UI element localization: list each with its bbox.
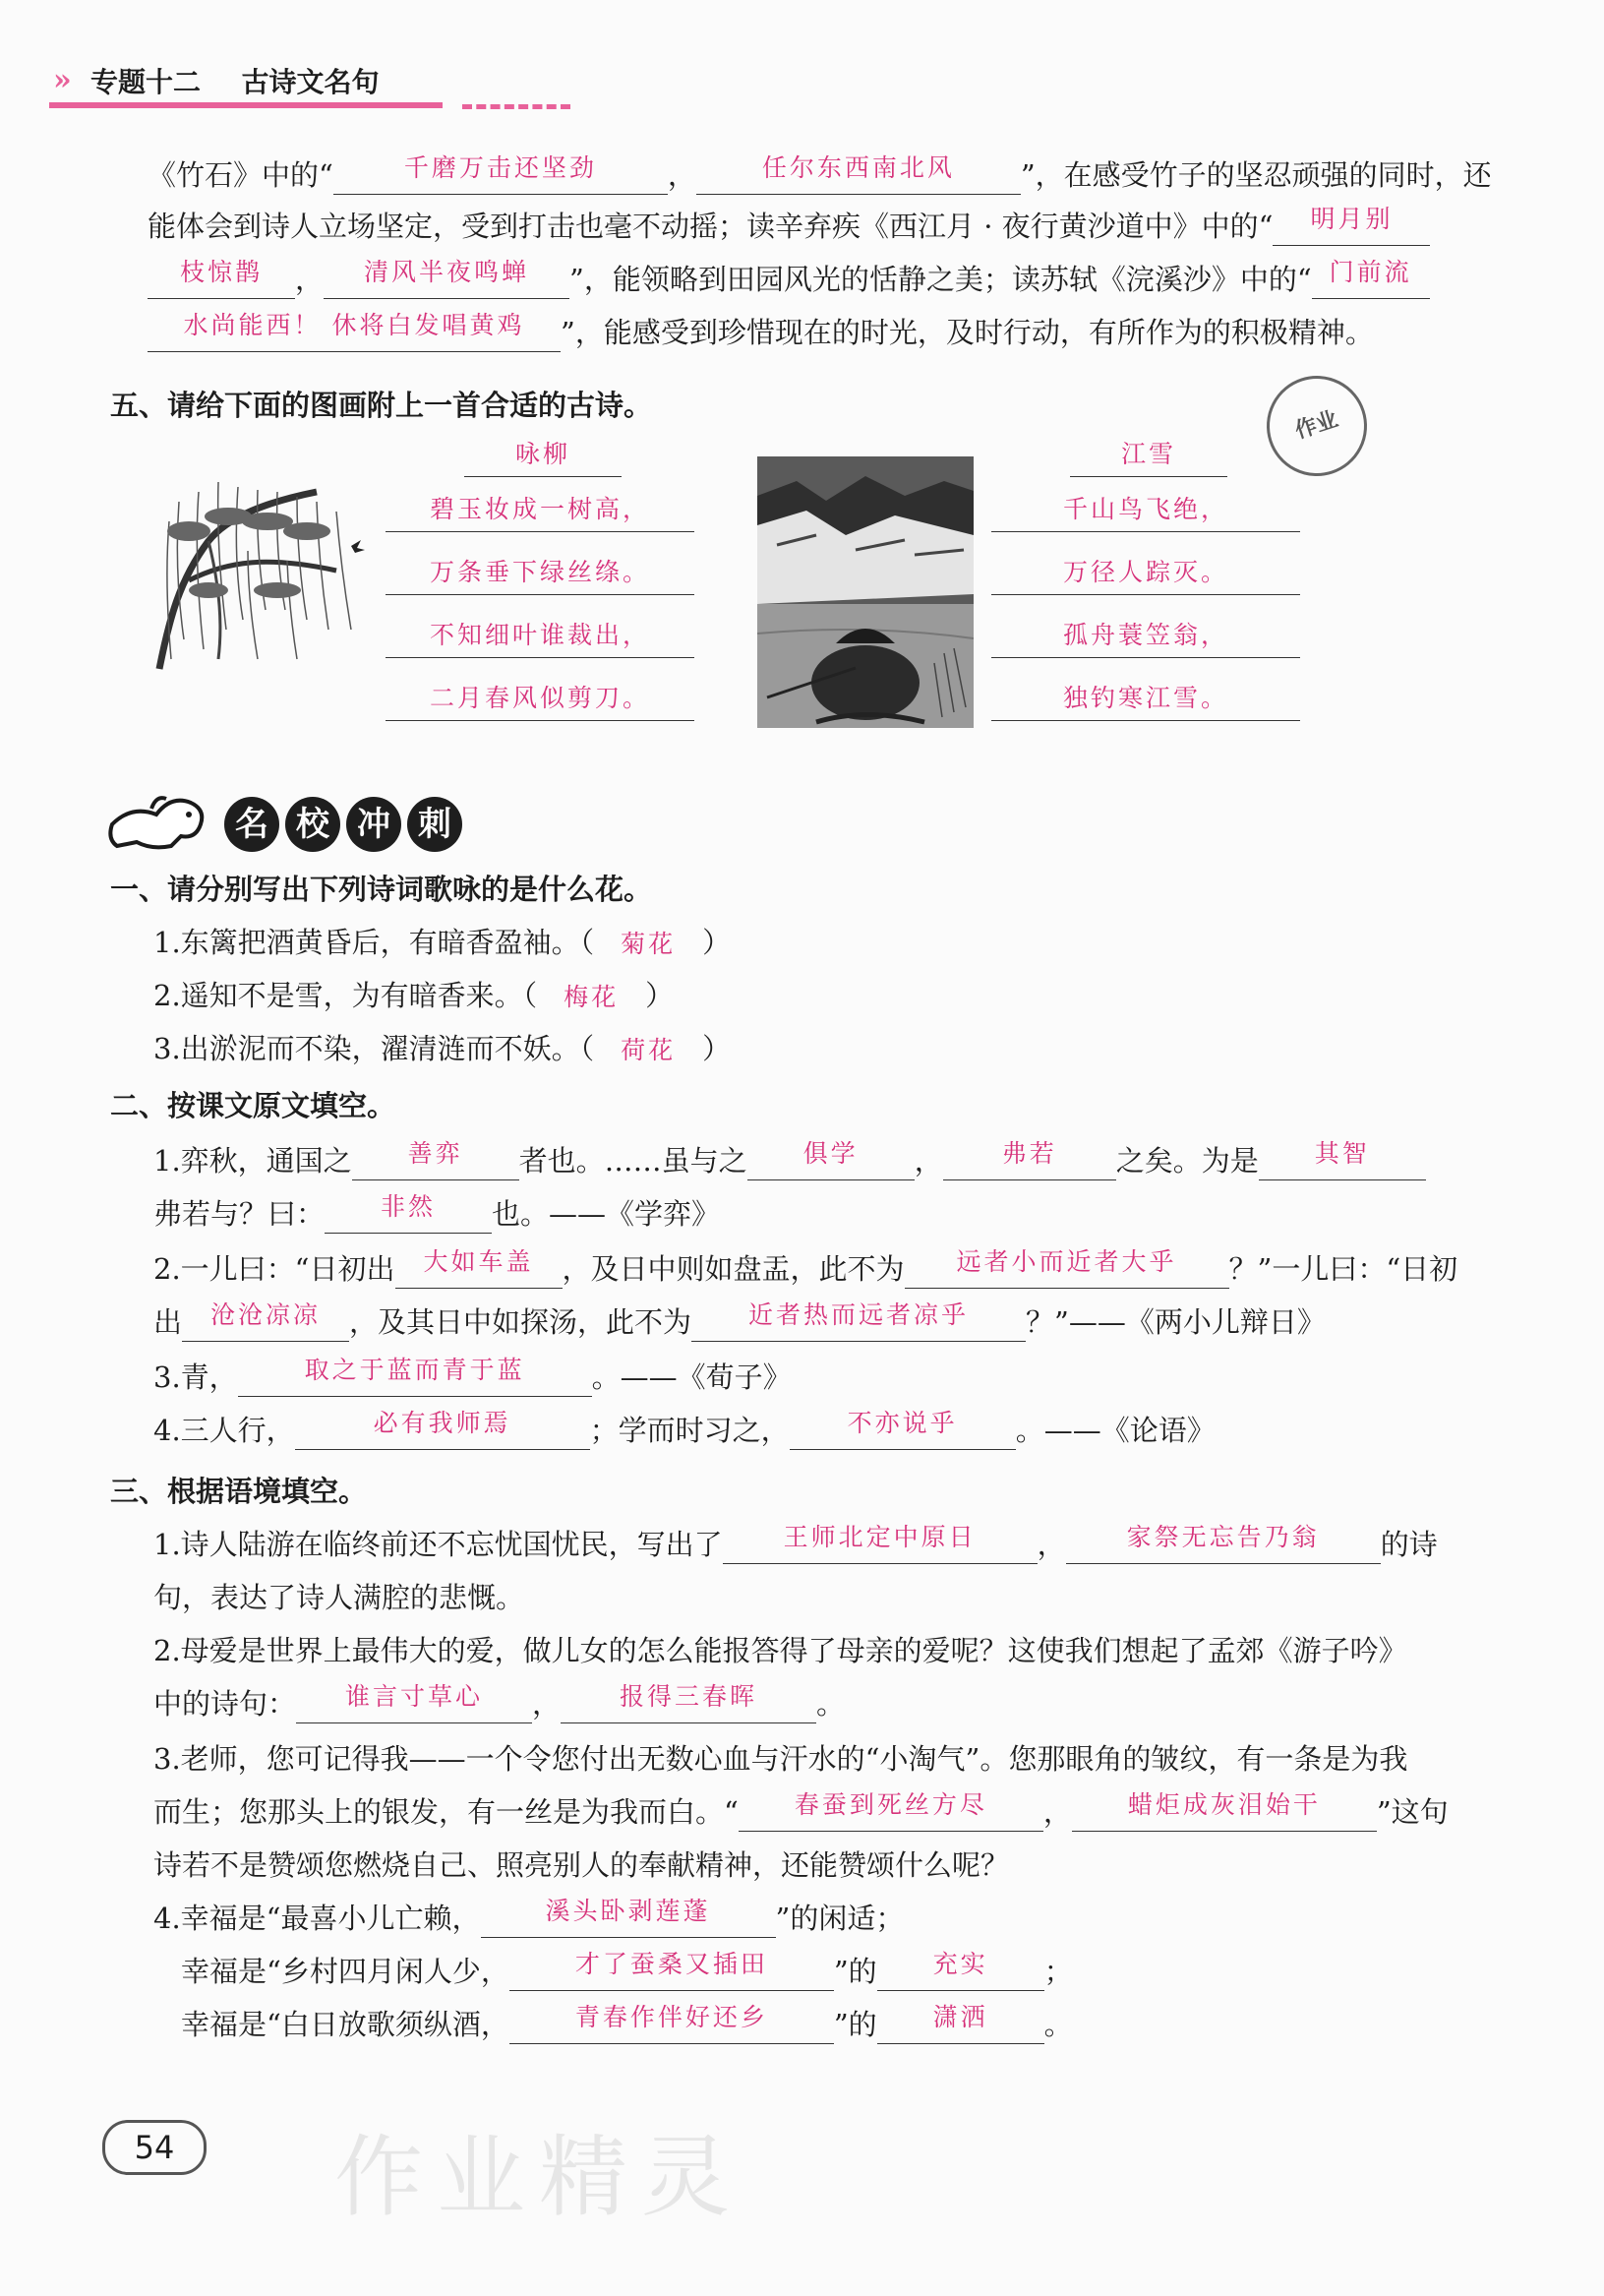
q2-heading: 二、按课文原文填空。 xyxy=(110,1089,396,1122)
header-dots xyxy=(462,104,570,109)
stamp: 作业 xyxy=(1254,363,1381,490)
q3-s4-line-1: 4.幸福是“最喜小儿亡赖， 溪头卧剥莲蓬 ”的闲适； xyxy=(153,1899,904,1938)
poem1-line-4[interactable]: 二月春风似剪刀。 xyxy=(386,661,694,721)
answer-blank[interactable]: 近者热而远者凉乎 xyxy=(691,1305,1026,1342)
answer-blank[interactable]: 其智 xyxy=(1259,1144,1426,1180)
answer-blank[interactable]: 门前流 xyxy=(1312,263,1430,299)
poem2-line-3[interactable]: 孤舟蓑笠翁， xyxy=(991,598,1300,658)
answer-blank[interactable]: 不亦说乎 xyxy=(790,1414,1016,1450)
q1-item-3: 3.出淤泥而不染，濯清涟而不妖。（ 荷花 ） xyxy=(153,1029,731,1070)
page-number: 54 xyxy=(102,2120,207,2175)
answer-blank[interactable]: 青春作伴好还乡 xyxy=(509,2008,834,2044)
answer-blank[interactable]: 清风半夜鸣蝉 xyxy=(324,263,569,299)
answer-blank[interactable]: 王师北定中原日 xyxy=(723,1528,1038,1564)
q3-s3-line-1: 3.老师，您可记得我——一个令您付出无数心血与汗水的“小淘气”。您那眼角的皱纹，有一条是为我 xyxy=(153,1742,1408,1776)
snow-fisherman-illustration xyxy=(757,456,974,728)
watermark: 作业精灵 xyxy=(334,2126,743,2229)
answer-blank[interactable]: 充实 xyxy=(877,1955,1044,1991)
section-banner xyxy=(102,777,476,866)
q3-s1-line-2: 句，表达了诗人满腔的悲慨。 xyxy=(153,1581,525,1614)
answer-blank[interactable]: 取之于蓝而青于蓝 xyxy=(238,1360,592,1397)
top-line-2: 能体会到诗人立场坚定，受到打击也毫不动摇；读辛弃疾《西江月 · 夜行黄沙道中》中的“ 明月别 xyxy=(148,207,1430,246)
poem2-line-4[interactable]: 独钓寒江雪。 xyxy=(991,661,1300,721)
q1-answer[interactable]: 荷花 xyxy=(621,1036,677,1064)
answer-blank[interactable]: 蜡炬成灰泪始干 xyxy=(1072,1795,1377,1832)
banner-char: 名 xyxy=(224,797,279,852)
answer-blank[interactable]: 千磨万击还坚劲 xyxy=(333,158,668,195)
q2-row-4: 出 沧沧凉凉 ，及其日中如探汤，此不为 近者热而远者凉乎 ？”——《两小儿辩日》 xyxy=(153,1302,1326,1342)
banner-char: 冲 xyxy=(346,797,401,852)
q1-item-1: 1.东篱把酒黄昏后，有暗香盈袖。（ 菊花 ） xyxy=(153,923,731,964)
q2-row-5: 3.青， 取之于蓝而青于蓝 。——《荀子》 xyxy=(153,1358,792,1397)
running-horse-icon xyxy=(102,785,220,854)
answer-blank[interactable]: 溪头卧剥莲蓬 xyxy=(481,1902,776,1938)
q3-s1-line-1: 1.诗人陆游在临终前还不忘忧国忧民，写出了 王师北定中原日 ， 家祭无忘告乃翁 的诗 xyxy=(153,1525,1438,1564)
q3-s4-line-2: 幸福是“乡村四月闲人少， 才了蚕桑又插田 ”的 充实 ； xyxy=(181,1952,1073,1991)
poem1-line-1[interactable]: 碧玉妆成一树高， xyxy=(386,472,694,532)
top-line-1: 《竹石》中的“ 千磨万击还坚劲 ， 任尔东西南北风 ”，在感受竹子的坚忍顽强的同时，还 xyxy=(148,155,1492,195)
top-line-3: 枝惊鹊 ， 清风半夜鸣蝉 ”，能领略到田园风光的恬静之美；读苏轼《浣溪沙》中的“ 门前流 xyxy=(148,260,1430,299)
chapter-label: 专题十二 xyxy=(90,66,202,98)
q2-row-2: 弗若与？曰： 非然 也。——《学弈》 xyxy=(153,1194,720,1234)
poem2-line-2[interactable]: 万径人踪灭。 xyxy=(991,535,1300,595)
answer-blank[interactable]: 必有我师焉 xyxy=(295,1414,590,1450)
banner-char: 刺 xyxy=(407,797,462,852)
topic-label: 古诗文名句 xyxy=(241,66,380,98)
answer-blank[interactable]: 远者小而近者大乎 xyxy=(905,1252,1229,1289)
q3-s2-line-1: 2.母爱是世界上最伟大的爱，做儿女的怎么能报答得了母亲的爱呢？这使我们想起了孟郊《游子吟》 xyxy=(153,1634,1407,1667)
answer-blank[interactable]: 大如车盖 xyxy=(395,1252,563,1289)
double-chevron-icon: » xyxy=(53,63,72,97)
poem1-line-2[interactable]: 万条垂下绿丝绦。 xyxy=(386,535,694,595)
header-bar xyxy=(49,102,443,108)
answer-blank[interactable]: 俱学 xyxy=(747,1144,915,1180)
q3-s3-line-2: 而生；您那头上的银发，有一丝是为我而白。“ 春蚕到死丝方尽 ， 蜡炬成灰泪始干 ”这句 xyxy=(153,1792,1449,1832)
q3-s3-line-3: 诗若不是赞颂您燃烧自己、照亮别人的奉献精神，还能赞颂什么呢？ xyxy=(153,1848,1010,1882)
answer-blank[interactable]: 潇洒 xyxy=(877,2008,1044,2044)
poem1-line-3[interactable]: 不知细叶谁裁出， xyxy=(386,598,694,658)
q1-answer[interactable]: 菊花 xyxy=(621,930,677,958)
q2-row-6: 4.三人行， 必有我师焉 ；学而时习之， 不亦说乎 。——《论语》 xyxy=(153,1411,1216,1450)
answer-blank[interactable]: 非然 xyxy=(325,1197,492,1234)
answer-blank[interactable]: 枝惊鹊 xyxy=(148,263,295,299)
answer-blank[interactable]: 谁言寸草心 xyxy=(296,1687,532,1723)
answer-blank[interactable]: 才了蚕桑又插田 xyxy=(509,1955,834,1991)
willow-illustration xyxy=(149,462,376,674)
q3-s2-line-2: 中的诗句： 谁言寸草心 ， 报得三春晖 。 xyxy=(153,1684,845,1723)
q2-row-3: 2.一儿曰：“日初出 大如车盖 ，及日中则如盘盂，此不为 远者小而近者大乎 ？”一儿曰：“日初 xyxy=(153,1249,1457,1289)
poem1-title-line[interactable]: 咏柳 xyxy=(464,417,622,477)
answer-blank[interactable]: 善弈 xyxy=(352,1144,519,1180)
answer-blank[interactable]: 家祭无忘告乃翁 xyxy=(1066,1528,1381,1564)
q1-answer[interactable]: 梅花 xyxy=(564,983,620,1011)
answer-blank[interactable]: 水尚能西！ 休将白发唱黄鸡 xyxy=(148,316,561,352)
poem2-line-1[interactable]: 千山鸟飞绝， xyxy=(991,472,1300,532)
section-5-heading: 五、请给下面的图画附上一首合适的古诗。 xyxy=(110,389,653,422)
q1-item-2: 2.遥知不是雪，为有暗香来。（ 梅花 ） xyxy=(153,976,674,1017)
answer-blank[interactable]: 报得三春晖 xyxy=(561,1687,816,1723)
banner-char: 校 xyxy=(285,797,340,852)
top-line-4: 水尚能西！ 休将白发唱黄鸡 ”，能感受到珍惜现在的时光，及时行动，有所作为的积极精神。 xyxy=(148,313,1374,352)
answer-blank[interactable]: 弗若 xyxy=(943,1144,1116,1180)
q3-s4-line-3: 幸福是“白日放歌须纵酒， 青春作伴好还乡 ”的 潇洒 。 xyxy=(181,2005,1073,2044)
answer-blank[interactable]: 明月别 xyxy=(1273,210,1430,246)
answer-blank[interactable]: 任尔东西南北风 xyxy=(696,158,1021,195)
q3-heading: 三、根据语境填空。 xyxy=(110,1475,368,1508)
q1-heading: 一、请分别写出下列诗词歌咏的是什么花。 xyxy=(110,873,653,906)
answer-blank[interactable]: 沧沧凉凉 xyxy=(182,1305,349,1342)
q2-row-1: 1.弈秋，通国之 善弈 者也。……虽与之 俱学 ， 弗若 之矣。为是 其智 xyxy=(153,1141,1426,1180)
answer-blank[interactable]: 春蚕到死丝方尽 xyxy=(739,1795,1043,1832)
poem2-title-line[interactable]: 江雪 xyxy=(1070,417,1227,477)
page-header xyxy=(49,61,511,112)
